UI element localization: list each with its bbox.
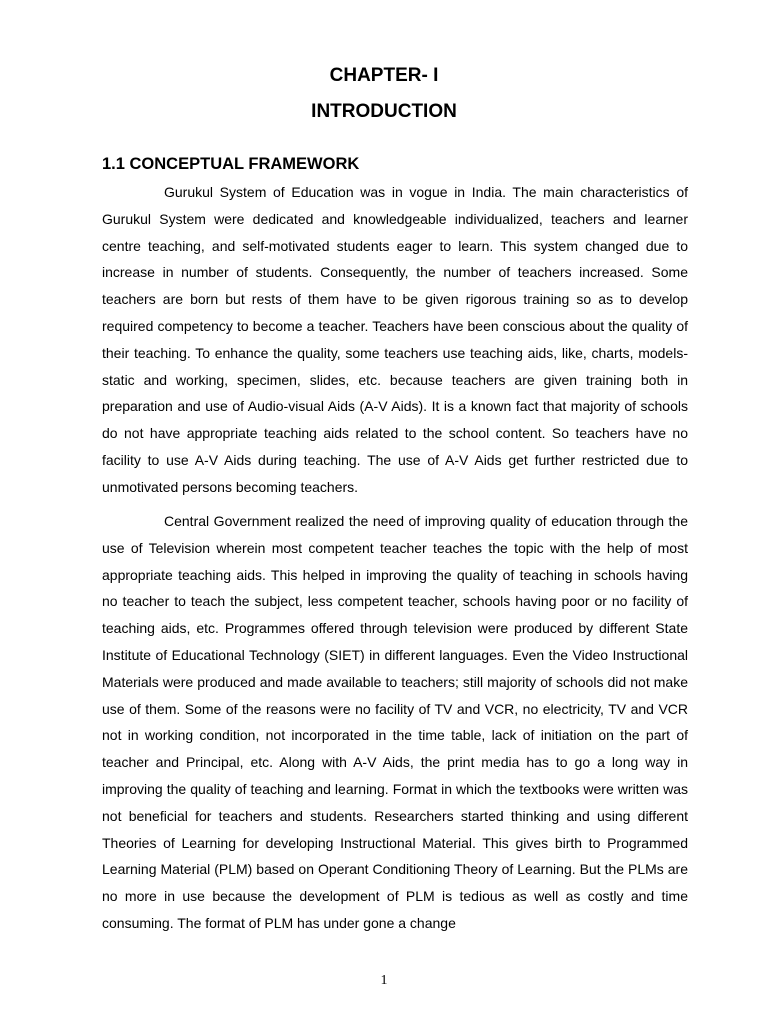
chapter-label: CHAPTER- I	[329, 65, 439, 86]
page-number: 1	[380, 973, 388, 988]
section-heading: 1.1 CONCEPTUAL FRAMEWORK	[102, 155, 360, 173]
chapter-title: INTRODUCTION	[311, 101, 457, 122]
body-paragraph: Central Government realized the need of improving quality of education through the use of Television wherein most competent teacher teaches the topic with the help of most appropriate teaching aids. This helped in improving the quality of teaching in schools having no teacher to teach the subject, less competent teacher, schools having poor or no facility of teaching aids, etc. Programmes offered through television were produced by different State Institute of Educational Technology (SIET) in different languages. Even the Video Instructional Materials were produced and made available to teachers; still majority of schools did not make use of them. Some of the reasons were no facility of TV and VCR, no electricity, TV and VCR not in working condition, not incorporated in the time table, lack of initiation on the part of teacher and Principal, etc. Along with A-V Aids, the print media has to go a long way in improving the quality of teaching and learning. Format in which the textbooks were written was not beneficial for teachers and students. Researchers started thinking and using different Theories of Learning for developing Instructional Material. This gives birth to Programmed Learning Material (PLM) based on Operant Conditioning Theory of Learning. But the PLMs are no more in use because the development of PLM is tedious as well as costly and time consuming. The format of PLM has under gone a change	[102, 513, 688, 931]
body-paragraph: Gurukul System of Education was in vogue in India. The main characteristics of Gurukul System were dedicated and knowledgeable individualized, teachers and learner centre teaching, and self-motivated students eager to learn. This system changed due to increase in number of students. Consequently, the number of teachers increased. Some teachers are born but rests of them have to be given rigorous training so as to develop required competency to become a teacher. Teachers have been conscious about the quality of their teaching. To enhance the quality, some teachers use teaching aids, like, charts, models- static and working, specimen, slides, etc. because teachers are given training both in preparation and use of Audio-visual Aids (A-V Aids). It is a known fact that majority of schools do not have appropriate teaching aids related to the school content. So teachers have no facility to use A-V Aids during teaching. The use of A-V Aids get further restricted due to unmotivated persons becoming teachers.	[102, 184, 688, 495]
